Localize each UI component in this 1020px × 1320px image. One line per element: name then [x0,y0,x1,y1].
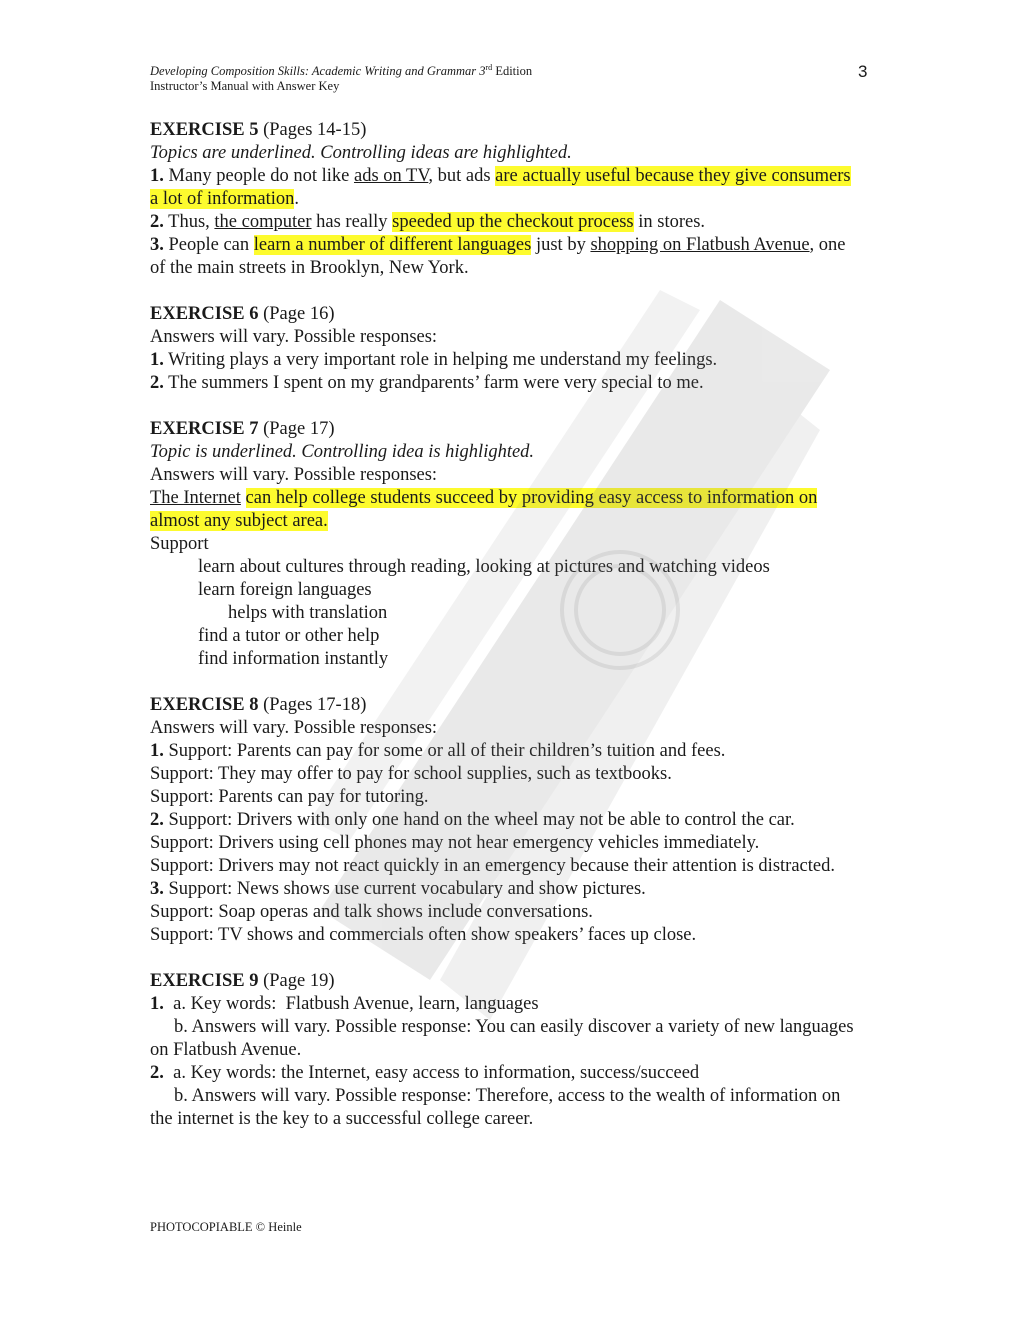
exercise-6-heading: EXERCISE 6 (Page 16) [150,304,335,324]
controlling-idea-highlight: are actually useful because they give consumers a lot of information [150,166,851,209]
support-label: Support [150,534,209,554]
exercise-8-line: Support: Parents can pay for tutoring. [150,787,429,807]
exercise-5-item-1: 1. Many people do not like ads on TV, but ads are actually useful because they give consumers a lot of information. [150,166,851,209]
edition-word: Edition [492,64,533,79]
exercise-8-heading: EXERCISE 8 (Pages 17-18) [150,695,367,715]
book-title: Developing Composition Skills: Academic Writing and Grammar 3 [150,64,486,79]
exercise-7-heading: EXERCISE 7 (Page 17) [150,419,335,439]
controlling-idea-highlight: learn a number of different languages [253,235,532,255]
support-item: find information instantly [198,649,389,669]
main-content [150,119,860,1131]
exercise-7-note: Topic is underlined. Controlling idea is highlighted. [150,442,535,462]
exercise-8-intro: Answers will vary. Possible responses: [150,718,438,738]
controlling-idea-highlight: speeded up the checkout process [392,212,634,232]
running-header [150,60,532,94]
exercise-6-item-2: 2. The summers I spent on my grandparents’ farm were very special to me. [150,373,704,393]
exercise-6-intro: Answers will vary. Possible responses: [150,327,438,347]
exercise-8-line: 3. Support: News shows use current vocabulary and show pictures. [150,879,646,899]
exercise-8-line: Support: TV shows and commercials often show speakers’ faces up close. [150,925,697,945]
exercise-9-item-1b: b. Answers will vary. Possible response: You can easily discover a variety of new languages on Flatbush Avenue. [150,1017,854,1060]
exercise-9-item-2b: b. Answers will vary. Possible response: Therefore, access to the wealth of information on the internet is the key to a successful college career. [150,1086,841,1129]
header-subtitle: Instructor’s Manual with Answer Key [150,79,340,94]
exercise-9-item-2a: 2. a. Key words: the Internet, easy access to information, success/succeed [150,1063,700,1083]
page-number: 3 [858,62,868,81]
exercise-8-line: Support: They may offer to pay for school supplies, such as textbooks. [150,764,672,784]
support-item: find a tutor or other help [198,626,380,646]
exercise-8-line: Support: Soap operas and talk shows include conversations. [150,902,593,922]
controlling-idea-highlight: can help college students succeed by providing easy access to information on almost any subject area. [150,488,818,531]
exercise-5-note: Topics are underlined. Controlling ideas are highlighted. [150,143,572,163]
support-item: learn foreign languages [198,580,372,600]
topic-underline: The Internet [150,488,241,508]
exercise-7-intro: Answers will vary. Possible responses: [150,465,438,485]
topic-underline: ads on TV [353,166,429,186]
exercise-9-heading: EXERCISE 9 (Page 19) [150,971,335,991]
support-subitem: helps with translation [228,603,388,623]
exercise-8-line: 1. Support: Parents can pay for some or all of their children’s tuition and fees. [150,741,726,761]
exercise-6-item-1: 1. Writing plays a very important role in helping me understand my feelings. [150,350,718,370]
exercise-9-item-1a: 1. a. Key words: Flatbush Avenue, learn, languages [150,994,539,1014]
edition-superscript: rd [485,63,493,72]
exercise-5-heading: EXERCISE 5 (Pages 14-15) [150,120,367,140]
page-footer: PHOTOCOPIABLE © Heinle [150,1220,302,1234]
exercise-8-line: Support: Drivers using cell phones may not hear emergency vehicles immediately. [150,833,760,853]
exercise-5-item-3: 3. People can learn a number of different languages just by shopping on Flatbush Avenue, one of the main streets in Brooklyn, New York. [150,235,846,278]
topic-underline: shopping on Flatbush Avenue [590,235,810,255]
exercise-5-item-2: 2. Thus, the computer has really speeded up the checkout process in stores. [150,212,706,232]
exercise-8-line: Support: Drivers may not react quickly in an emergency because their attention is distracted. [150,856,835,876]
exercise-8-line: 2. Support: Drivers with only one hand on the wheel may not be able to control the car. [150,810,795,830]
support-item: learn about cultures through reading, looking at pictures and watching videos [198,557,770,577]
header-title-line [150,60,532,79]
exercise-7-topic-sentence [150,487,860,533]
topic-underline: the computer [214,212,312,232]
